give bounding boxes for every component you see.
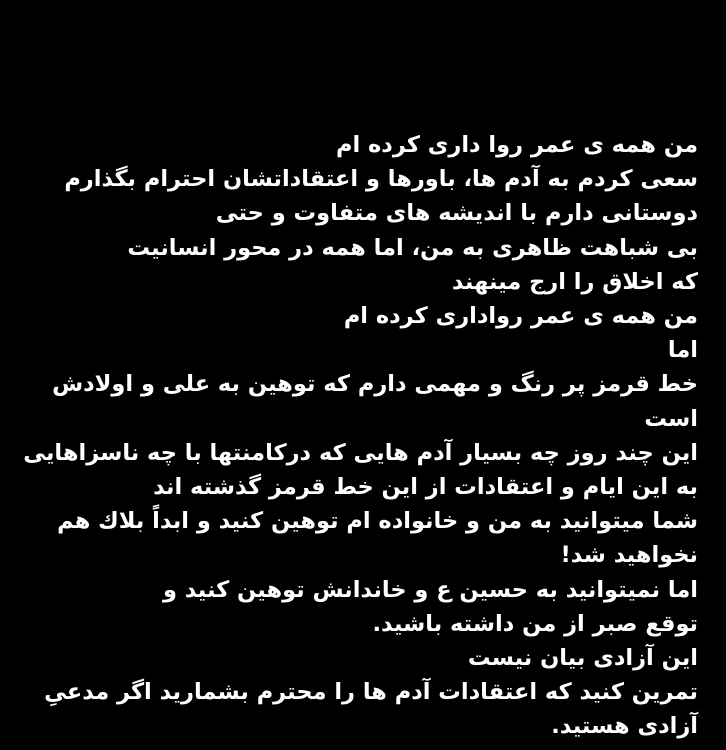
story-line: من همه ی عمر رواداری کرده ام [343, 303, 698, 330]
story-line: بی شباهت ظاهری به من، اما همه در محور انسانیت [127, 234, 698, 261]
story-line: این آزادی بیان نیست [467, 645, 698, 672]
story-line: است [644, 405, 698, 432]
story-line: که اخلاق را ارج مینهند [451, 268, 698, 295]
story-line: این چند روز چه بسیار آدم هایی که درکامنتها با چه ناسزاهایی [23, 439, 698, 466]
story-line: به این ایام و اعتقادات از این خط قرمز گذشته اند [153, 474, 698, 501]
story-line: نخواهید شد! [560, 542, 698, 569]
story-line: توقع صبر از من داشته باشید. [372, 610, 698, 637]
story-line: دوستانی دارم با اندیشه های متفاوت و حتی [215, 200, 698, 227]
story-line: شما میتوانید به من و خانواده ام توهین کنید و ابداً بلاك هم [57, 508, 698, 535]
story-line: اما نمیتوانید به حسین ع و خاندانش توهین کنید و [162, 576, 698, 603]
story-line: خط قرمز پر رنگ و مهمی دارم که توهین به علی و اولادش [52, 371, 698, 398]
story-line: آزادی هستید. [551, 713, 698, 740]
story-text-block [8, 128, 698, 744]
story-line: تمرین کنید که اعتقادات آدم ها را محترم بشمارید اگر مدعیِ [44, 679, 698, 706]
story-line: من همه ی عمر روا داری کرده ام [335, 132, 698, 158]
story-line: اما [667, 337, 698, 364]
story-line: سعی کردم به آدم ها، باورها و اعتقاداتشان احترام بگذارم [64, 166, 698, 193]
